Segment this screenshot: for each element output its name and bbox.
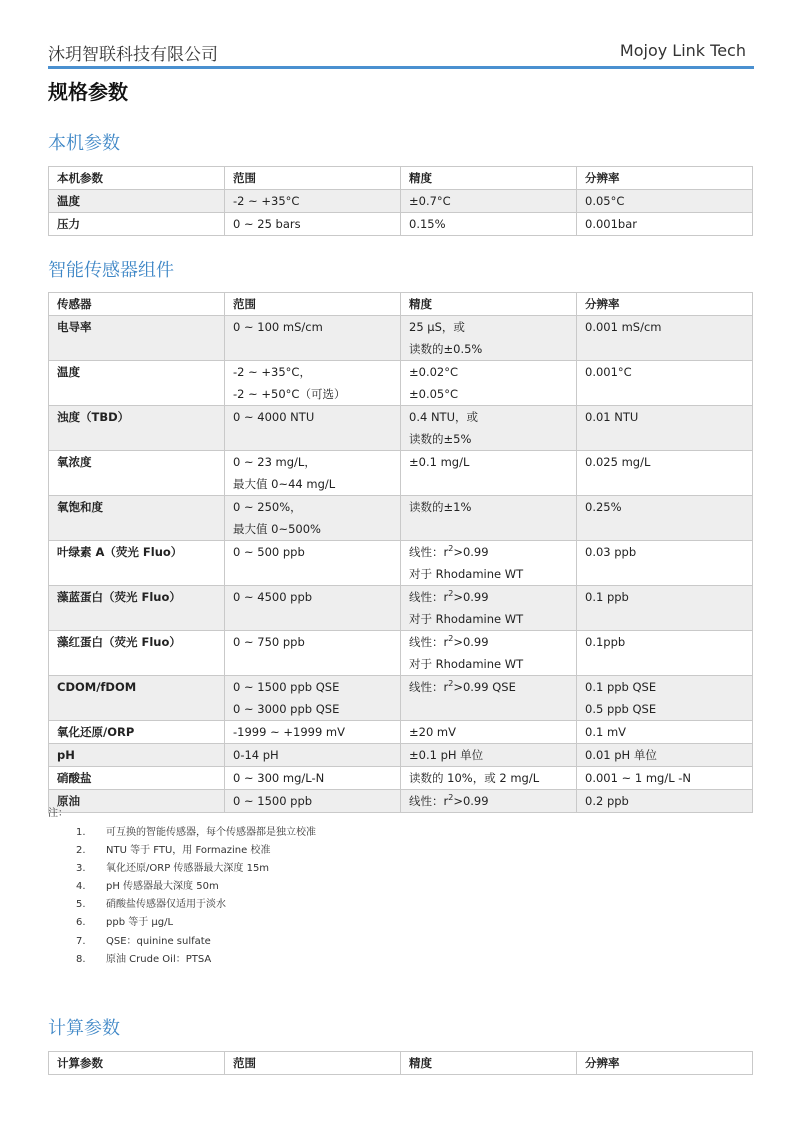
- resolution-cell-line: 0.03 ppb: [585, 545, 637, 559]
- resolution-cell: [577, 744, 753, 767]
- accuracy-cell: [401, 213, 577, 236]
- note-item: [48, 878, 219, 896]
- accuracy-cell: [401, 586, 577, 631]
- accuracy-cell-line: 线性：$r^2>0.99$ QSE: [409, 679, 516, 694]
- sensor-section-title: 智能传感器组件: [48, 260, 174, 281]
- range-cell: [225, 631, 401, 676]
- range-cell-line: 0 ~ 1500 ppb: [233, 794, 313, 808]
- resolution-cell-line: 0.001bar: [585, 217, 637, 231]
- resolution-cell-line: 0.1 mV: [585, 725, 627, 739]
- sensor-name-cell-line: CDOM/fDOM: [57, 680, 137, 694]
- note-number: 2.: [76, 845, 86, 857]
- resolution-cell-line: 0.01 pH 单位: [585, 748, 657, 762]
- resolution-cell: [577, 631, 753, 676]
- resolution-cell: [577, 213, 753, 236]
- table-row: [49, 541, 753, 586]
- range-cell: [225, 721, 401, 744]
- superscript: 2: [448, 589, 454, 599]
- resolution-cell: [577, 586, 753, 631]
- range-cell-line: 0 ~ 750 ppb: [233, 635, 305, 649]
- sensor-name-cell-line: 氧浓度: [57, 455, 92, 469]
- param-name-cell: [49, 190, 225, 213]
- resolution-cell-line: 0.5 ppb QSE: [585, 702, 657, 716]
- column-header: 分辨率: [577, 167, 753, 190]
- accuracy-cell-line: 线性：$r^2>0.99$: [409, 544, 489, 559]
- column-header: 精度: [401, 293, 577, 316]
- accuracy-cell-line: 25 µS，或: [409, 320, 465, 334]
- accuracy-cell-line: 读数的±0.5%: [409, 342, 483, 356]
- range-cell: [225, 541, 401, 586]
- note-text: 可互换的智能传感器，每个传感器都是独立校准: [106, 827, 316, 838]
- note-number: 8.: [76, 953, 86, 965]
- sensor-name-cell: [49, 406, 225, 451]
- table-row: [49, 361, 753, 406]
- table-row: [49, 744, 753, 767]
- document-title: 规格参数: [48, 80, 128, 104]
- accuracy-cell-line: 读数的±5%: [409, 432, 472, 446]
- range-cell: [225, 744, 401, 767]
- table-row: [49, 213, 753, 236]
- accuracy-cell: [401, 451, 577, 496]
- table-row: [49, 631, 753, 676]
- resolution-cell-line: 0.1 ppb QSE: [585, 680, 657, 694]
- accuracy-cell: [401, 631, 577, 676]
- note-item: [48, 914, 174, 932]
- sensor-name-cell-line: 藻红蛋白（荧光 Fluo）: [57, 635, 181, 649]
- sensor-name-cell-line: 氧化还原/ORP: [57, 725, 135, 739]
- range-cell-line: 最大值 0~44 mg/L: [233, 477, 336, 491]
- sensor-name-cell: [49, 767, 225, 790]
- range-cell-line: 最大值 0~500%: [233, 522, 321, 536]
- resolution-cell-line: 0.001 ~ 1 mg/L -N: [585, 771, 692, 785]
- table-header-row: [49, 293, 753, 316]
- param-name-cell-line: 温度: [57, 194, 80, 208]
- resolution-cell: [577, 451, 753, 496]
- range-cell: [225, 190, 401, 213]
- accuracy-cell-line: ±0.05°C: [409, 387, 459, 401]
- note-text: 氧化还原/ORP 传感器最大深度 15m: [106, 863, 270, 875]
- range-cell-line: 0 ~ 23 mg/L，: [233, 455, 316, 469]
- sensor-name-cell: [49, 496, 225, 541]
- resolution-cell-line: 0.1ppb: [585, 635, 626, 649]
- accuracy-cell: [401, 767, 577, 790]
- column-header: 计算参数: [49, 1052, 225, 1075]
- accuracy-cell: [401, 790, 577, 813]
- resolution-cell: [577, 721, 753, 744]
- accuracy-cell-line: 线性：$r^2>0.99$: [409, 634, 489, 649]
- accuracy-cell: [401, 496, 577, 541]
- range-cell-line: 0 ~ 300 mg/L-N: [233, 771, 325, 785]
- range-cell-line: 0 ~ 500 ppb: [233, 545, 305, 559]
- range-cell: [225, 586, 401, 631]
- sensor-name-cell: [49, 451, 225, 496]
- note-text: NTU 等于 FTU，用 Formazine 校准: [106, 845, 271, 857]
- note-item: [48, 860, 270, 878]
- range-cell-line: 0 ~ 4000 NTU: [233, 410, 315, 424]
- note-number: 3.: [76, 863, 86, 875]
- accuracy-cell-line: ±0.7°C: [409, 194, 451, 208]
- accuracy-cell: [401, 406, 577, 451]
- accuracy-cell-line: 对于 Rhodamine WT: [409, 657, 524, 671]
- note-text: ppb 等于 µg/L: [106, 917, 174, 929]
- note-number: 7.: [76, 935, 86, 947]
- accuracy-cell: [401, 190, 577, 213]
- resolution-cell-line: 0.25%: [585, 500, 622, 514]
- company-name: 沐玥智联科技有限公司: [48, 45, 218, 65]
- table-row: [49, 190, 753, 213]
- resolution-cell-line: 0.001°C: [585, 365, 632, 379]
- accuracy-cell-line: 对于 Rhodamine WT: [409, 612, 524, 626]
- accuracy-cell: [401, 721, 577, 744]
- resolution-cell-line: 0.025 mg/L: [585, 455, 651, 469]
- device-section-title: 本机参数: [48, 133, 120, 154]
- note-item: [48, 933, 211, 951]
- resolution-cell: [577, 676, 753, 721]
- note-item: [48, 842, 271, 860]
- sensor-name-cell: [49, 586, 225, 631]
- column-header: 分辨率: [577, 293, 753, 316]
- range-cell: [225, 406, 401, 451]
- column-header: 范围: [225, 1052, 401, 1075]
- resolution-cell-line: 0.05°C: [585, 194, 625, 208]
- range-cell: [225, 213, 401, 236]
- accuracy-cell-line: 线性：$r^2>0.99$: [409, 589, 489, 604]
- notes-block: [48, 806, 316, 969]
- sensor-name-cell-line: 电导率: [57, 320, 92, 334]
- note-number: 6.: [76, 917, 86, 929]
- device-spec-table: [48, 166, 753, 236]
- superscript: 2: [448, 679, 454, 689]
- resolution-cell: [577, 496, 753, 541]
- range-cell-line: 0 ~ 1500 ppb QSE: [233, 680, 340, 694]
- table-row: [49, 790, 753, 813]
- table-row: [49, 451, 753, 496]
- sensor-name-cell-line: 氧饱和度: [57, 500, 103, 514]
- sensor-name-cell-line: 原油: [57, 794, 80, 808]
- range-cell: [225, 361, 401, 406]
- notes-list: [48, 824, 316, 969]
- note-item: [48, 951, 212, 969]
- calc-section-title: 计算参数: [48, 1018, 120, 1039]
- range-cell-line: -2 ~ +50°C（可选）: [233, 387, 346, 401]
- column-header: 范围: [225, 293, 401, 316]
- sensor-name-cell: [49, 316, 225, 361]
- superscript: 2: [448, 544, 454, 554]
- accuracy-cell: [401, 744, 577, 767]
- resolution-cell: [577, 767, 753, 790]
- range-cell-line: -2 ~ +35°C: [233, 194, 300, 208]
- column-header: 精度: [401, 1052, 577, 1075]
- note-item: [48, 896, 226, 914]
- column-header: 本机参数: [49, 167, 225, 190]
- sensor-name-cell-line: 硝酸盐: [57, 771, 92, 785]
- accuracy-cell-line: ±0.1 pH 单位: [409, 748, 484, 762]
- range-cell-line: -1999 ~ +1999 mV: [233, 725, 345, 739]
- sensor-name-cell: [49, 361, 225, 406]
- sensor-name-cell: [49, 631, 225, 676]
- sensor-name-cell-line: 藻蓝蛋白（荧光 Fluo）: [57, 590, 181, 604]
- accuracy-cell-line: 0.4 NTU，或: [409, 410, 478, 424]
- sensor-name-cell: [49, 744, 225, 767]
- resolution-cell: [577, 790, 753, 813]
- range-cell-line: 0 ~ 250%，: [233, 500, 302, 514]
- accuracy-cell-line: ±20 mV: [409, 725, 456, 739]
- note-item: [48, 824, 316, 842]
- range-cell: [225, 316, 401, 361]
- sensor-name-cell-line: 浊度（TBD）: [57, 410, 130, 424]
- resolution-cell-line: 0.2 ppb: [585, 794, 629, 808]
- table-header-row: [49, 167, 753, 190]
- note-text: pH 传感器最大深度 50m: [106, 881, 219, 893]
- sensor-name-cell: [49, 676, 225, 721]
- accuracy-cell: [401, 361, 577, 406]
- column-header: 范围: [225, 167, 401, 190]
- resolution-cell: [577, 541, 753, 586]
- note-text: QSE：quinine sulfate: [106, 935, 211, 947]
- table-row: [49, 586, 753, 631]
- table-header-row: [49, 1052, 753, 1075]
- range-cell: [225, 676, 401, 721]
- sensor-name-cell-line: 叶绿素 A（荧光 Fluo）: [57, 545, 183, 559]
- superscript: 2: [448, 634, 454, 644]
- range-cell-line: 0-14 pH: [233, 748, 279, 762]
- note-text: 硝酸盐传感器仅适用于淡水: [106, 899, 226, 911]
- accuracy-cell: [401, 676, 577, 721]
- note-number: 4.: [76, 881, 86, 893]
- table-row: [49, 316, 753, 361]
- sensor-name-cell-line: pH: [57, 748, 75, 762]
- sensor-spec-table: [48, 292, 753, 813]
- range-cell: [225, 767, 401, 790]
- range-cell: [225, 790, 401, 813]
- table-row: [49, 767, 753, 790]
- table-row: [49, 496, 753, 541]
- resolution-cell-line: 0.1 ppb: [585, 590, 629, 604]
- accuracy-cell-line: ±0.02°C: [409, 365, 459, 379]
- resolution-cell: [577, 406, 753, 451]
- sensor-name-cell: [49, 790, 225, 813]
- table-row: [49, 406, 753, 451]
- resolution-cell: [577, 361, 753, 406]
- range-cell: [225, 451, 401, 496]
- note-number: 1.: [76, 827, 86, 838]
- brand-name: Mojoy Link Tech: [619, 41, 746, 60]
- accuracy-cell-line: 对于 Rhodamine WT: [409, 567, 524, 581]
- sensor-name-cell-line: 温度: [57, 365, 80, 379]
- notes-label: 注：: [48, 808, 68, 819]
- note-text: 原油 Crude Oil：PTSA: [106, 953, 212, 965]
- column-header: 精度: [401, 167, 577, 190]
- accuracy-cell-line: 读数的 10%，或 2 mg/L: [409, 771, 540, 785]
- range-cell-line: 0 ~ 3000 ppb QSE: [233, 702, 340, 716]
- superscript: 2: [448, 793, 454, 803]
- column-header: 传感器: [49, 293, 225, 316]
- resolution-cell-line: 0.01 NTU: [585, 410, 639, 424]
- range-cell-line: 0 ~ 100 mS/cm: [233, 320, 323, 334]
- accuracy-cell-line: 0.15%: [409, 217, 446, 231]
- range-cell-line: 0 ~ 25 bars: [233, 217, 301, 231]
- param-name-cell: [49, 213, 225, 236]
- note-number: 5.: [76, 899, 86, 911]
- sensor-name-cell: [49, 721, 225, 744]
- param-name-cell-line: 压力: [57, 217, 80, 231]
- calc-spec-table: [48, 1051, 753, 1075]
- accuracy-cell: [401, 541, 577, 586]
- resolution-cell-line: 0.001 mS/cm: [585, 320, 662, 334]
- column-header: 分辨率: [577, 1052, 753, 1075]
- table-row: [49, 676, 753, 721]
- accuracy-cell: [401, 316, 577, 361]
- accuracy-cell-line: 读数的±1%: [409, 500, 472, 514]
- range-cell-line: -2 ~ +35°C，: [233, 365, 311, 379]
- page-header: [48, 36, 754, 69]
- accuracy-cell-line: ±0.1 mg/L: [409, 455, 470, 469]
- range-cell: [225, 496, 401, 541]
- accuracy-cell-line: 线性：$r^2>0.99$: [409, 793, 489, 808]
- table-row: [49, 721, 753, 744]
- resolution-cell: [577, 190, 753, 213]
- resolution-cell: [577, 316, 753, 361]
- sensor-name-cell: [49, 541, 225, 586]
- range-cell-line: 0 ~ 4500 ppb: [233, 590, 313, 604]
